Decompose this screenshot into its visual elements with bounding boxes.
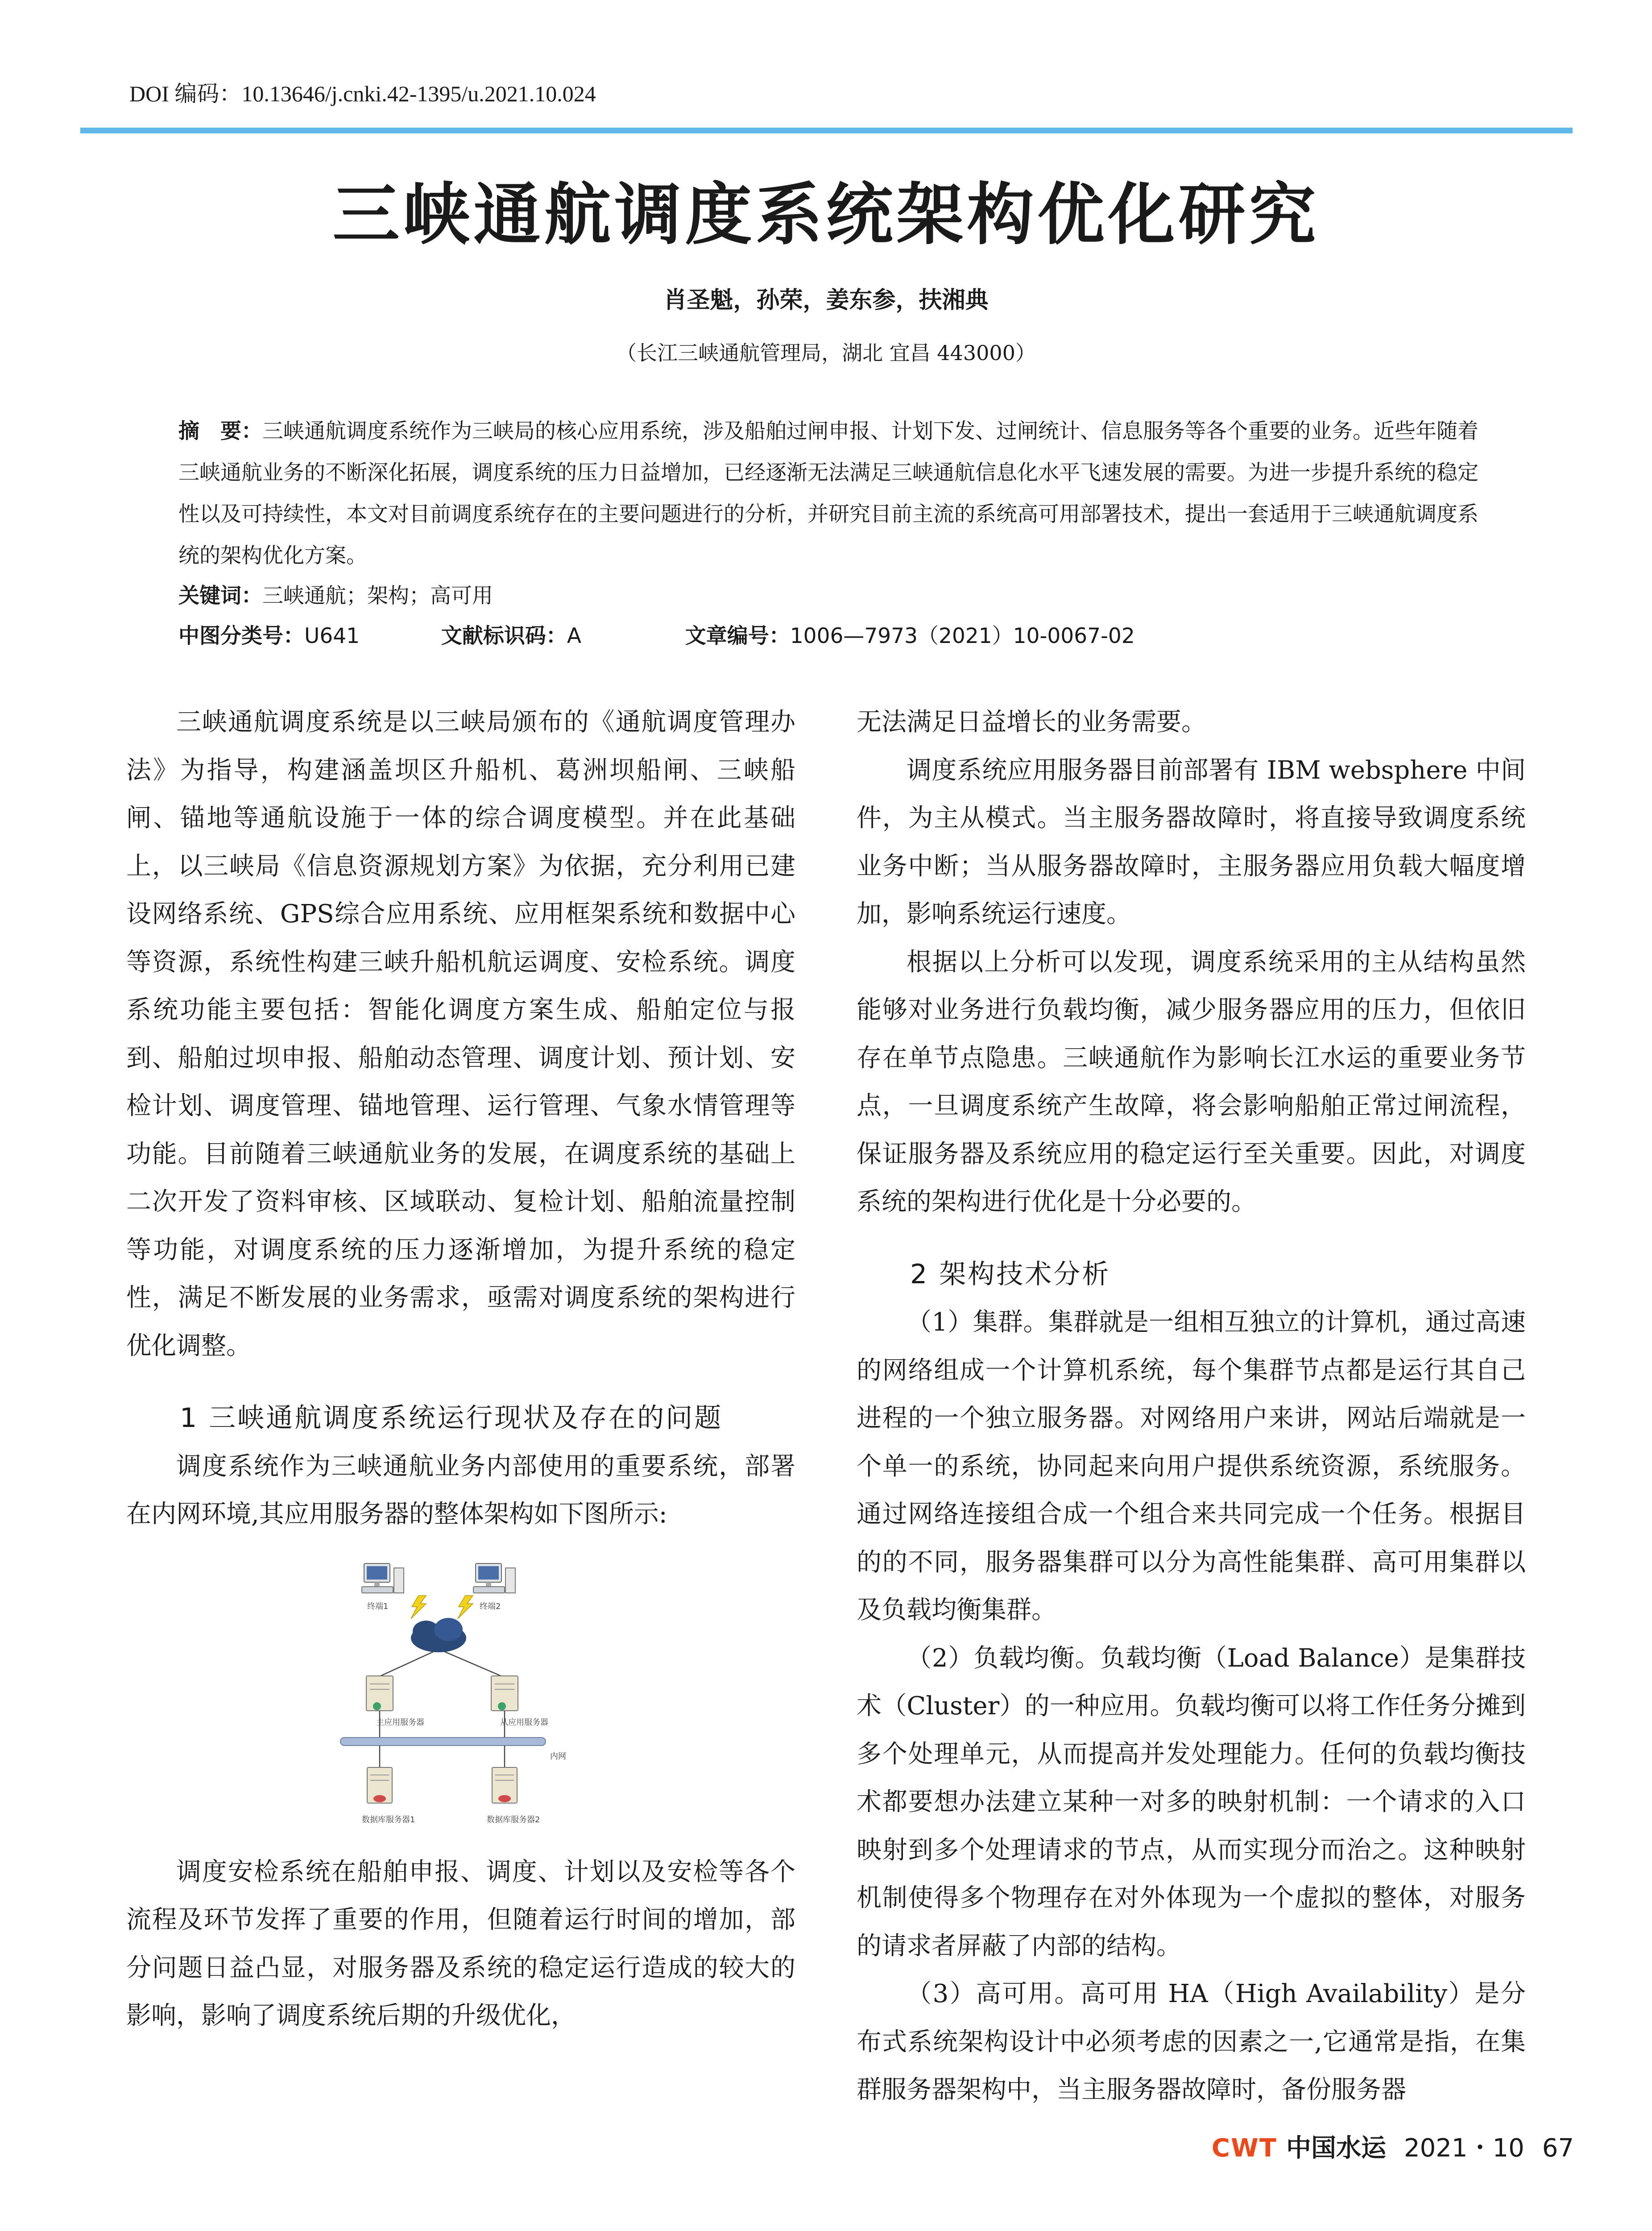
left-column — [126, 698, 795, 2040]
main-app-server-icon — [366, 1676, 393, 1711]
load-balance-paragraph: （2）负载均衡。负载均衡（Load Balance）是集群技术（Cluster）的一种应用。负载均衡可以将工作任务分摊到多个处理单元，从而提高并发处理能力。任何的负载均衡技术都要想办法建立某种一对多的映射机制：一个请求的入口映射到多个处理请求的节点，从而实现分而治之。这种映射机制使得多个物理存在对外体现为一个虚拟的整体，对服务的请求者屏蔽了内部的结构。 — [857, 1643, 1526, 1961]
main-app-server-label: 主应用服务器 — [376, 1717, 424, 1727]
wireless-link-icon-2 — [458, 1596, 473, 1619]
section-2-heading: 2 架构技术分析 — [910, 1258, 1111, 1290]
cwt-logo: CWT — [1211, 2134, 1277, 2163]
backup-app-server-label: 从应用服务器 — [500, 1717, 548, 1727]
clc-label: 中图分类号： — [178, 624, 304, 648]
high-availability-paragraph: （3）高可用。高可用 HA（High Availability）是分布式系统架构设计中必须考虑的因素之一,它通常是指，在集群服务器架构中，当主服务器故障时，备份服务器 — [857, 1979, 1526, 2104]
abstract-text: 三峡通航调度系统作为三峡局的核心应用系统，涉及船舶过闸申报、计划下发、过闸统计、信息服务等各个重要的业务。近些年随着三峡通航业务的不断深化拓展，调度系统的压力日益增加，已经逐渐无法满足三峡通航信息化水平飞速发展的需要。为进一步提升系统的稳定性以及可持续性，本文对目前调度系统存在的主要问题进行的分析，并研究目前主流的系统高可用部署技术，提出一套适用于三峡通航调度系统的架构优化方案。 — [178, 419, 1478, 568]
server-deployment-paragraph: 调度系统应用服务器目前部署有 IBM websphere 中间件，为主从模式。当主服务器故障时，将直接导致调度系统业务中断；当从服务器故障时，主服务器应用负载大幅度增加，影响系统运行速度。 — [857, 755, 1526, 929]
cluster-paragraph: （1）集群。集群就是一组相互独立的计算机，通过高速的网络组成一个计算机系统，每个集群节点都是运行其自己进程的一个独立服务器。对网络用户来讲，网站后端就是一个单一的系统，协同起来向用户提供系统资源，系统服务。通过网络连接组合成一个组合来共同完成一个任务。根据目的的不同，服务器集群可以分为高性能集群、高可用集群以及负载均衡集群。 — [857, 1308, 1526, 1625]
paper-title: 三峡通航调度系统架构优化研究 — [332, 175, 1320, 254]
intranet-label: 内网 — [550, 1751, 566, 1761]
db-server-2-label: 数据库服务器2 — [487, 1815, 540, 1825]
backup-app-server-icon — [491, 1676, 518, 1711]
terminal-2-label: 终端2 — [480, 1601, 501, 1611]
section-1-paragraph-2: 调度安检系统在船舶申报、调度、计划以及安检等各个流程及环节发挥了重要的作用，但随着运行时间的增加，部分问题日益凸显，对服务器及系统的稳定运行造成的较大的影响，影响了调度系统后期的升级优化， — [126, 1857, 795, 2030]
clc-value: U641 — [304, 624, 360, 648]
architecture-diagram — [126, 1542, 795, 1845]
terminal-1-label: 终端1 — [367, 1601, 389, 1611]
intranet-bus — [340, 1738, 546, 1746]
terminal-1-icon — [362, 1563, 404, 1593]
page-number: 67 — [1542, 2134, 1574, 2163]
terminal-2-icon — [473, 1563, 515, 1593]
doc-code-label: 文献标识码： — [441, 624, 567, 648]
network-cloud-icon — [411, 1618, 466, 1652]
abstract-label: 摘 要： — [178, 419, 262, 444]
abstract — [178, 411, 1481, 576]
magazine-name: 中国水运 — [1286, 2133, 1386, 2163]
keywords-text: 三峡通航；架构；高可用 — [262, 584, 493, 608]
right-column — [857, 698, 1526, 2114]
classification-line — [178, 619, 1135, 649]
article-number-value: 1006—7973（2021）10-0067-02 — [790, 624, 1135, 648]
db-server-1-icon — [367, 1767, 392, 1803]
article-number-label: 文章编号： — [685, 624, 790, 648]
header-rule — [80, 128, 1573, 133]
issue-date: 2021・10 — [1404, 2134, 1524, 2163]
doc-code-value: A — [567, 624, 582, 648]
page-footer — [1212, 2128, 1574, 2164]
section-1-heading: 1 三峡通航调度系统运行现状及存在的问题 — [180, 1402, 723, 1434]
doi-line: DOI 编码：10.13646/j.cnki.42-1395/u.2021.10.024 — [129, 81, 596, 106]
section-1-paragraph-1: 调度系统作为三峡通航业务内部使用的重要系统，部署在内网环境,其应用服务器的整体架构如下图所示: — [126, 1451, 795, 1529]
continued-paragraph: 无法满足日益增长的业务需要。 — [857, 708, 1206, 737]
keywords — [178, 579, 493, 609]
architecture-figure — [126, 1542, 795, 1845]
affiliation: （长江三峡通航管理局，湖北 宜昌 443000） — [616, 341, 1036, 365]
db-server-2-icon — [492, 1767, 517, 1803]
keywords-label: 关键词： — [178, 584, 262, 608]
analysis-paragraph: 根据以上分析可以发现，调度系统采用的主从结构虽然能够对业务进行负载均衡，减少服务器应用的压力，但依旧存在单节点隐患。三峡通航作为影响长江水运的重要业务节点，一旦调度系统产生故障，将会影响船舶正常过闸流程，保证服务器及系统应用的稳定运行至关重要。因此，对调度系统的架构进行优化是十分必要的。 — [857, 947, 1526, 1216]
db-server-1-label: 数据库服务器1 — [362, 1815, 415, 1825]
authors: 肖圣魁，孙荣，姜东参，扶湘典 — [663, 287, 989, 314]
intro-paragraph: 三峡通航调度系统是以三峡局颁布的《通航调度管理办法》为指导，构建涵盖坝区升船机、葛洲坝船闸、三峡船闸、锚地等通航设施于一体的综合调度模型。并在此基础上，以三峡局《信息资源规划方案》为依据，充分利用已建设网络系统、GPS综合应用系统、应用框架系统和数据中心等资源，系统性构建三峡升船机航运调度、安检系统。调度系统功能主要包括：智能化调度方案生成、船舶定位与报到、船舶过坝申报、船舶动态管理、调度计划、预计划、安检计划、调度管理、锚地管理、运行管理、气象水情管理等功能。目前随着三峡通航业务的发展，在调度系统的基础上二次开发了资料审核、区域联动、复检计划、船舶流量控制等功能，对调度系统的压力逐渐增加，为提升系统的稳定性，满足不断发展的业务需求，亟需对调度系统的架构进行优化调整。 — [126, 708, 795, 1360]
wireless-link-icon-1 — [411, 1596, 426, 1619]
